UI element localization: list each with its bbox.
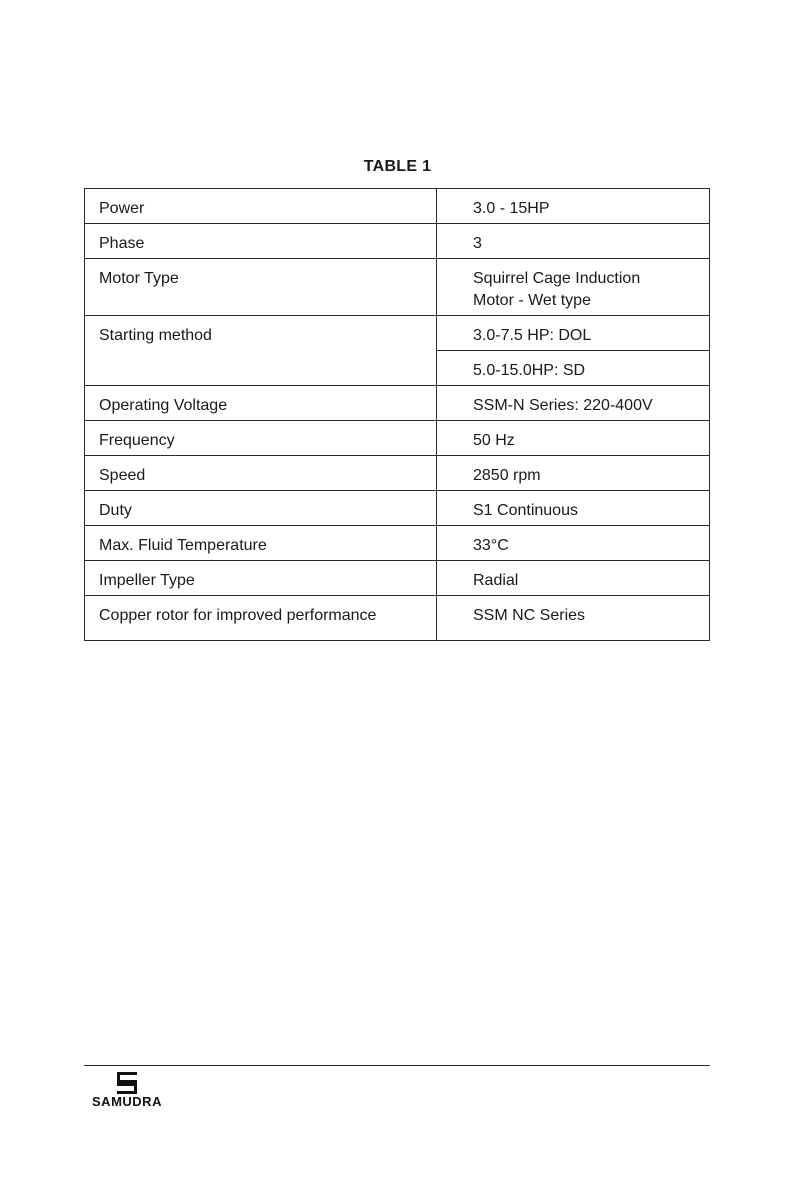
row-label-copper-rotor: Copper rotor for improved performance xyxy=(85,596,437,641)
motor-type-line-2: Motor - Wet type xyxy=(473,292,591,309)
row-value-starting-method-1: 3.0-7.5 HP: DOL xyxy=(437,316,710,351)
table-row xyxy=(85,259,710,316)
row-label-power: Power xyxy=(85,189,437,224)
row-label-impeller-type: Impeller Type xyxy=(85,561,437,596)
row-label-phase: Phase xyxy=(85,224,437,259)
table-row xyxy=(85,189,710,224)
table-row xyxy=(85,561,710,596)
table-row xyxy=(85,421,710,456)
table-title: TABLE 1 xyxy=(363,158,432,175)
samudra-logo xyxy=(82,1072,172,1112)
row-value-power: 3.0 - 15HP xyxy=(437,189,710,224)
table-row xyxy=(85,456,710,491)
row-value-impeller-type: Radial xyxy=(437,561,710,596)
row-value-operating-voltage: SSM-N Series: 220-400V xyxy=(437,386,710,421)
table-row xyxy=(85,596,710,641)
table-row xyxy=(85,224,710,259)
row-label-duty: Duty xyxy=(85,491,437,526)
table-row xyxy=(85,386,710,421)
table-row xyxy=(85,526,710,561)
row-label-operating-voltage: Operating Voltage xyxy=(85,386,437,421)
table-row xyxy=(85,491,710,526)
row-label-frequency: Frequency xyxy=(85,421,437,456)
row-value-copper-rotor: SSM NC Series xyxy=(437,596,710,641)
specification-table xyxy=(84,188,710,641)
footer-divider xyxy=(84,1065,710,1066)
table-row xyxy=(85,316,710,351)
row-label-max-fluid-temperature: Max. Fluid Temperature xyxy=(85,526,437,561)
row-value-duty: S1 Continuous xyxy=(437,491,710,526)
brand-wordmark: SAMUDRA xyxy=(92,1094,162,1109)
row-label-motor-type: Motor Type xyxy=(85,259,437,316)
motor-type-line-1: Squirrel Cage Induction xyxy=(473,270,641,287)
row-value-phase: 3 xyxy=(437,224,710,259)
row-value-starting-method-2: 5.0-15.0HP: SD xyxy=(437,351,710,386)
row-label-starting-method: Starting method xyxy=(85,316,437,386)
samudra-s-logo-icon xyxy=(114,1072,140,1094)
row-label-speed: Speed xyxy=(85,456,437,491)
row-value-max-fluid-temperature: 33°C xyxy=(437,526,710,561)
row-value-motor-type xyxy=(437,259,710,316)
row-value-frequency: 50 Hz xyxy=(437,421,710,456)
row-value-speed: 2850 rpm xyxy=(437,456,710,491)
